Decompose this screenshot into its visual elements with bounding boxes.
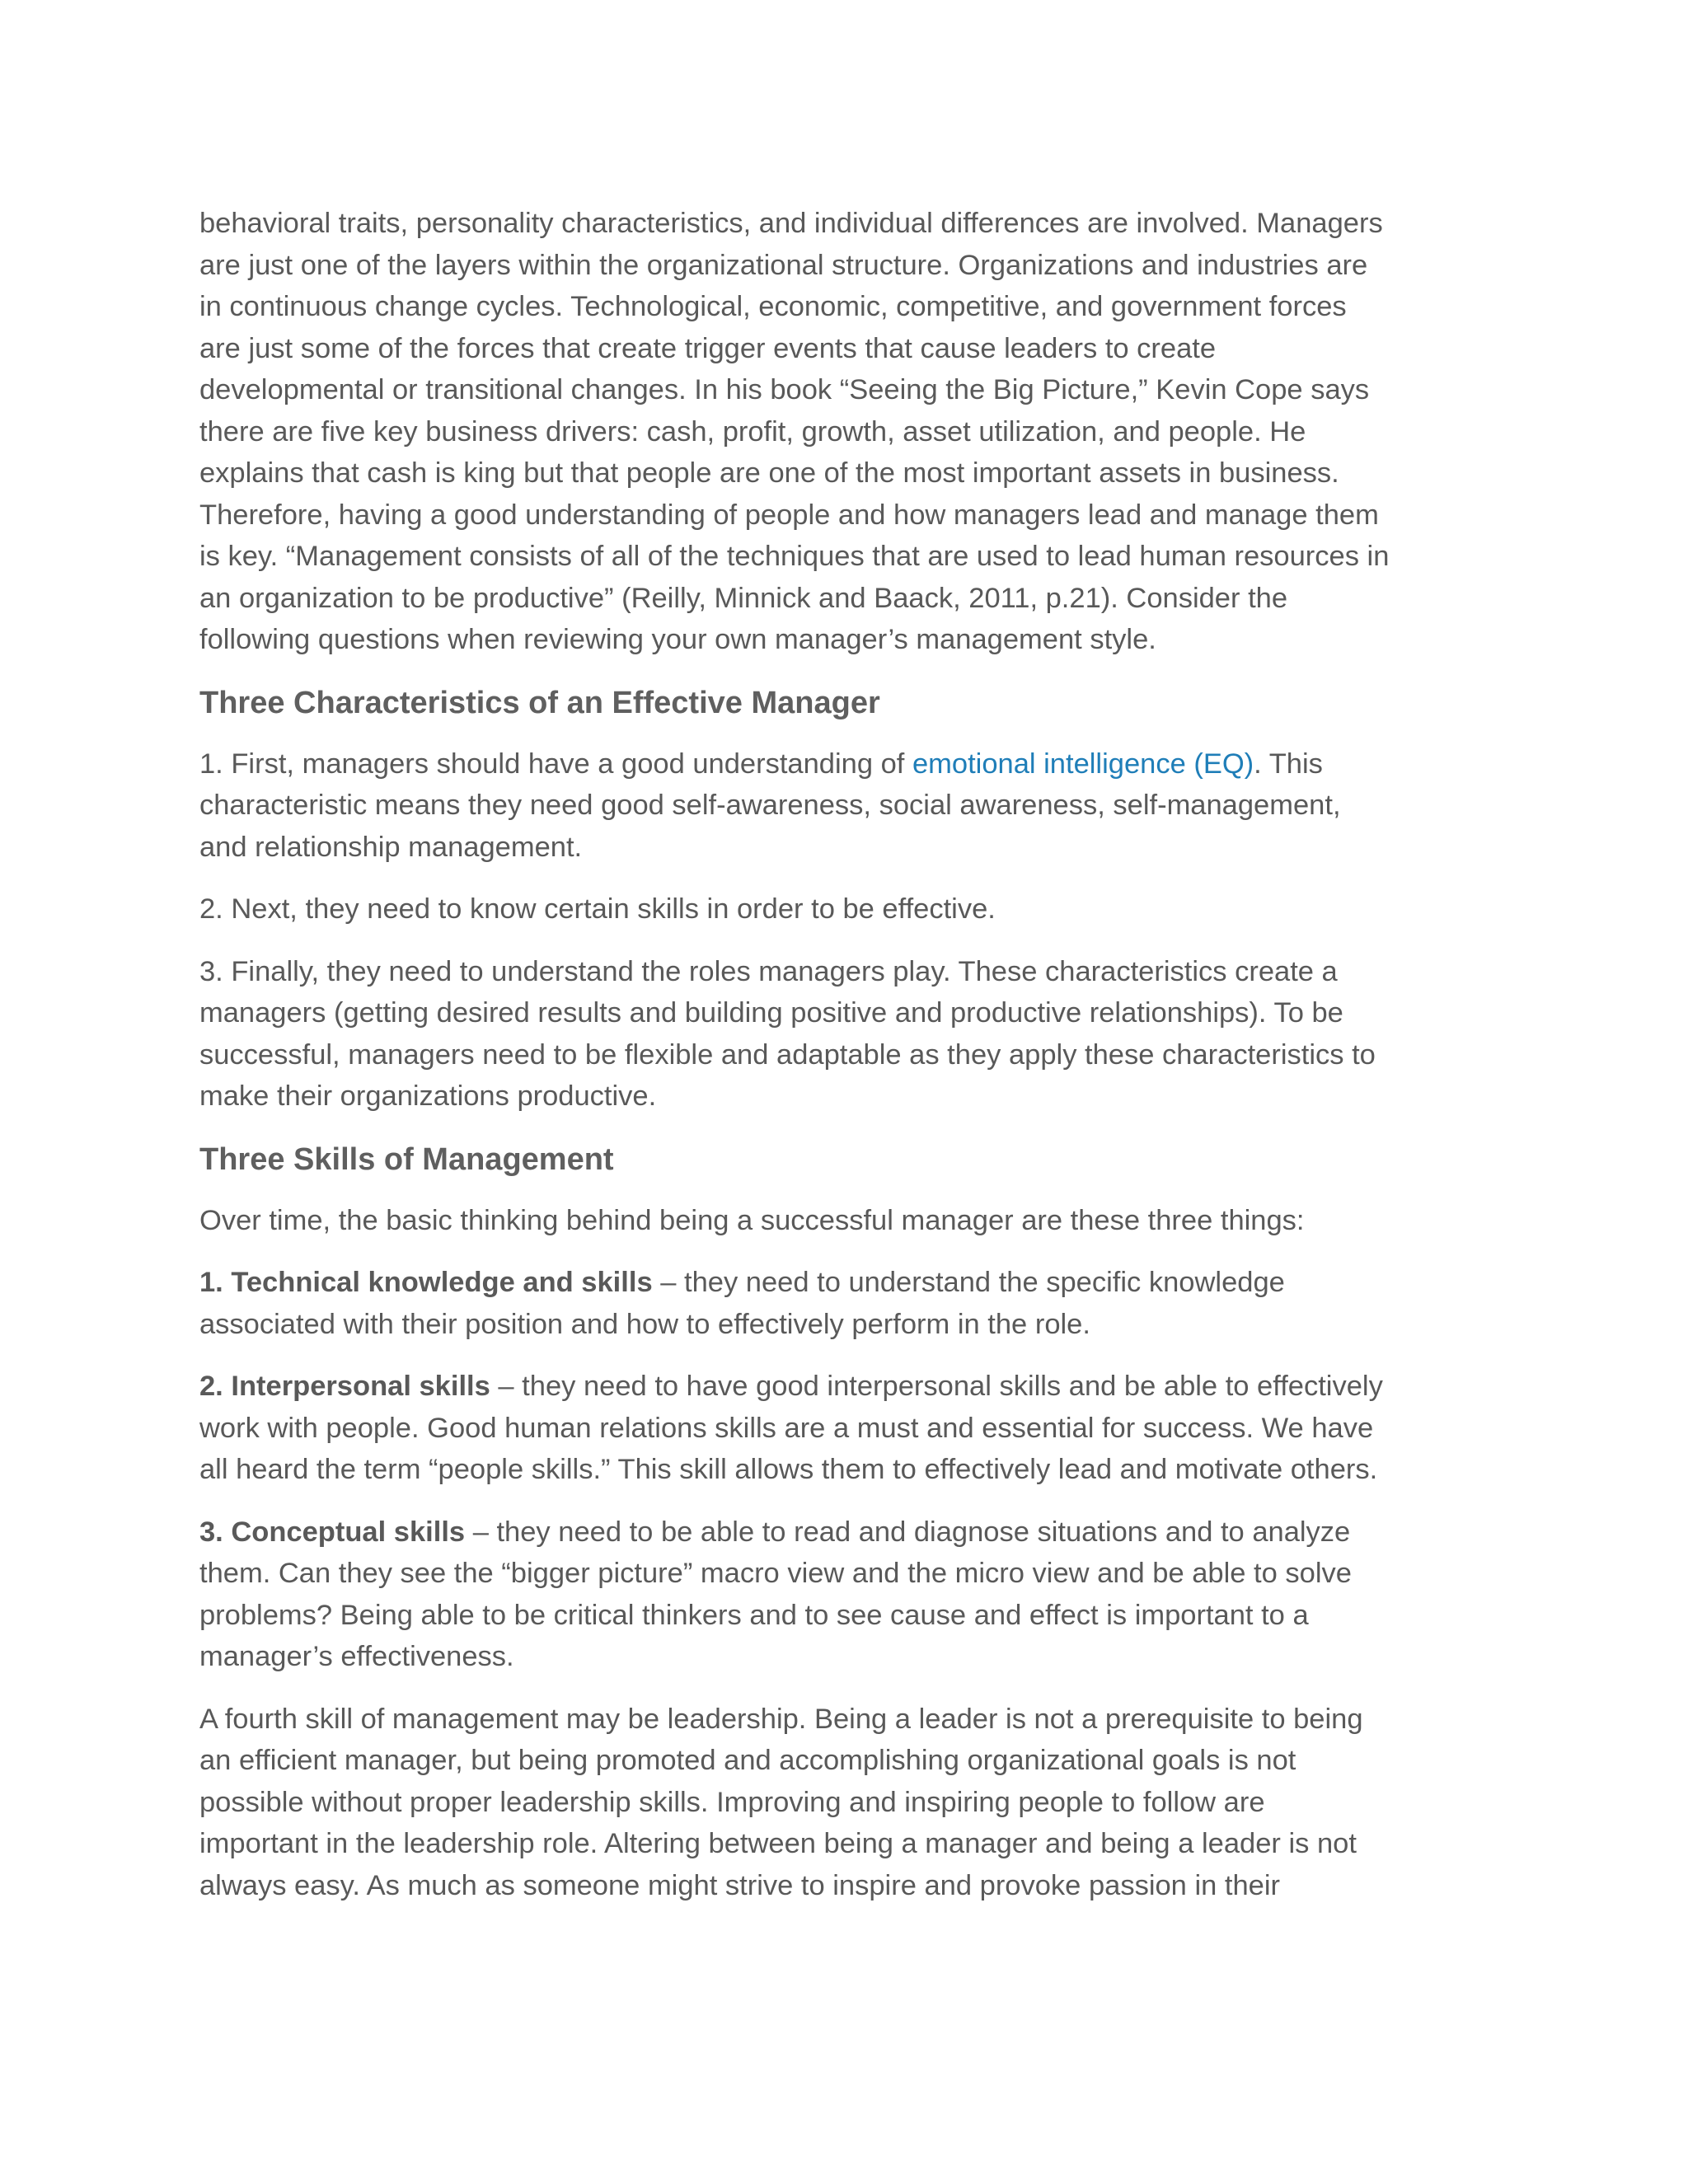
characteristic-item-1-rest: . This characteristic means they need good self-awareness, social awareness, self-management, and relationship management. [199,748,1341,863]
section-heading-skills: Three Skills of Management [199,1141,614,1177]
emotional-intelligence-link[interactable]: emotional intelligence (EQ) [912,748,1254,780]
skill-description: – they need to be able to read and diagnose situations and to analyze them. Can they see the “bigger picture” macro view and the micro view and be able to solve problems? Being able to be critical thinkers and to see cause and effect is important to a manager’s effectiveness. [199,1516,1352,1672]
skill-description: – they need to understand the specific knowledge associated with their position and how to effectively perform in the role. [199,1267,1285,1340]
skill-label: 2. Interpersonal skills [199,1371,490,1402]
characteristic-item-1-text: 1. First, managers should have a good understanding of [199,748,912,780]
characteristic-item-2: 2. Next, they need to know certain skills in order to be effective. [199,893,996,925]
skill-description: – they need to have good interpersonal skills and be able to effectively work with people. Good human relations skills are a must and essential for success. We have all heard the term “people skills.” This skill allows them to effectively lead and motivate others. [199,1371,1383,1485]
characteristic-item-1 [199,743,1390,869]
skill-item-technical [199,1262,1390,1345]
document-body [199,203,1390,1927]
section-heading-characteristics: Three Characteristics of an Effective Manager [199,685,880,720]
skills-intro: Over time, the basic thinking behind being a successful manager are these three things: [199,1204,1305,1236]
skill-label: 1. Technical knowledge and skills [199,1267,653,1298]
skill-item-conceptual [199,1511,1390,1678]
leadership-paragraph: A fourth skill of management may be leadership. Being a leader is not a prerequisite to being an efficient manager, but being promoted and accomplishing organizational goals is not possible without proper leadership skills. Improving and inspiring people to follow are important in the leadership role. Altering between being a manager and being a leader is not always easy. As much as someone might strive to inspire and provoke passion in their [199,1703,1363,1901]
skill-label: 3. Conceptual skills [199,1516,466,1548]
intro-paragraph: behavioral traits, personality characteristics, and individual differences are involved. Managers are just one of the layers within the organizational structure. Organizations and industries are in continuous change cycles. Technological, economic, competitive, and government forces are just some of the forces that create trigger events that cause leaders to create developmental or transitional changes. In his book “Seeing the Big Picture,” Kevin Cope says there are five key business drivers: cash, profit, growth, asset utilization, and people. He explains that cash is king but that people are one of the most important assets in business. Therefore, having a good understanding of people and how managers lead and manage them is key. “Management consists of all of the techniques that are used to lead human resources in an organization to be productive” (Reilly, Minnick and Baack, 2011, p.21). Consider the following questions when reviewing your own manager’s management style. [199,208,1390,655]
characteristic-item-3: 3. Finally, they need to understand the roles managers play. These characteristics create a managers (getting desired results and building positive and productive relationships). To be successful, managers need to be flexible and adaptable as they apply these characteristics to make their organizations productive. [199,955,1376,1112]
skill-item-interpersonal [199,1366,1390,1491]
